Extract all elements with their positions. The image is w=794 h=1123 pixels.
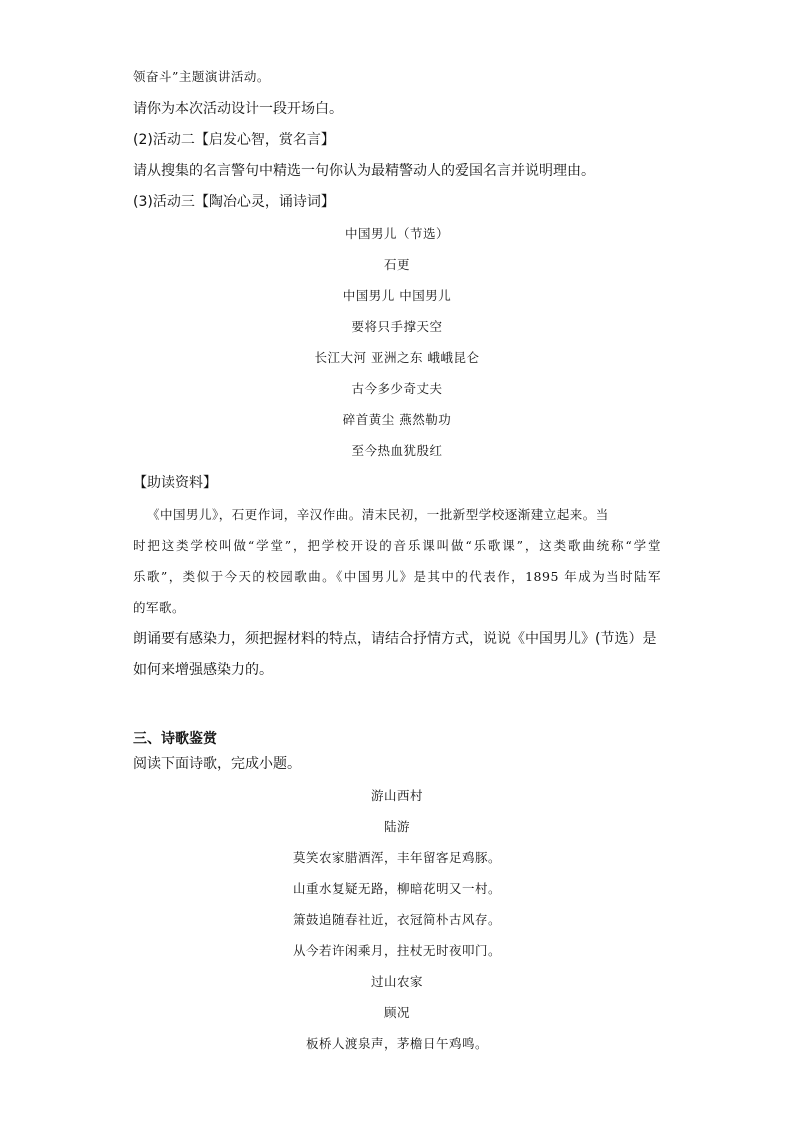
poem3-title: 过山农家 (370, 974, 423, 989)
section3-instruction: 阅读下面诗歌，完成小题。 (133, 756, 301, 772)
poem2-line: 莫笑农家腊酒浑，丰年留客足鸡豚。 (292, 850, 501, 865)
poem1-line: 碎首黄尘 燕然勒功 (342, 412, 452, 427)
poem2-author: 陆游 (383, 819, 410, 834)
activity3-title: (3)活动三【陶冶心灵，诵诗词】 (133, 194, 335, 210)
paragraph-line: 《中国男儿》，石更作词，辛汉作曲。清末民初，一批新型学校逐渐建立起来。当 (147, 507, 609, 522)
activity2-title: (2)活动二【启发心智，赏名言】 (133, 132, 335, 148)
recite-question-line: 朗诵要有感染力，须把握材料的特点，请结合抒情方式，说说《中国男儿》(节选）是 (133, 631, 657, 647)
paragraph-line: 乐歌”，类似于今天的校园歌曲。《中国男儿》是其中的代表作，1895 年成为当时陆军 (133, 569, 661, 584)
paragraph-line: 的军歌。 (133, 600, 186, 615)
activity2-task: 请从搜集的名言警句中精选一句你认为最精警动人的爱国名言并说明理由。 (133, 163, 595, 179)
poem2-line: 山重水复疑无路，柳暗花明又一村。 (292, 881, 501, 896)
poem1-line: 至今热血犹殷红 (351, 443, 443, 458)
poem2-line: 从今若许闲乘月，拄杖无时夜叩门。 (292, 943, 501, 958)
poem2-line: 箫鼓追随春社近，衣冠简朴古风存。 (292, 912, 501, 927)
intro-tail-text: 领奋斗”主题演讲活动。 (133, 69, 270, 84)
poem1-title: 中国男儿（节选） (344, 226, 449, 241)
reading-material-heading: 【助读资料】 (133, 475, 217, 491)
poem3-line: 板桥人渡泉声，茅檐日午鸡鸣。 (305, 1036, 488, 1051)
poem2-title: 游山西村 (370, 788, 423, 803)
poem1-line: 古今多少奇丈夫 (351, 381, 443, 396)
recite-question-line: 如何来增强感染力的。 (133, 662, 273, 678)
section3-title: 三、诗歌鉴赏 (133, 731, 217, 747)
paragraph-line: 时把这类学校叫做“学堂”，把学校开设的音乐课叫做“乐歌课”，这类歌曲统称“学堂 (133, 538, 661, 553)
poem1-line: 长江大河 亚洲之东 峨峨昆仑 (314, 350, 480, 365)
poem1-author: 石更 (383, 257, 410, 272)
poem1-line: 中国男儿 中国男儿 (342, 288, 452, 303)
poem1-line: 要将只手撑天空 (351, 319, 443, 334)
task-opening-text: 请你为本次活动设计一段开场白。 (133, 101, 343, 117)
poem3-author: 顾况 (383, 1005, 410, 1020)
